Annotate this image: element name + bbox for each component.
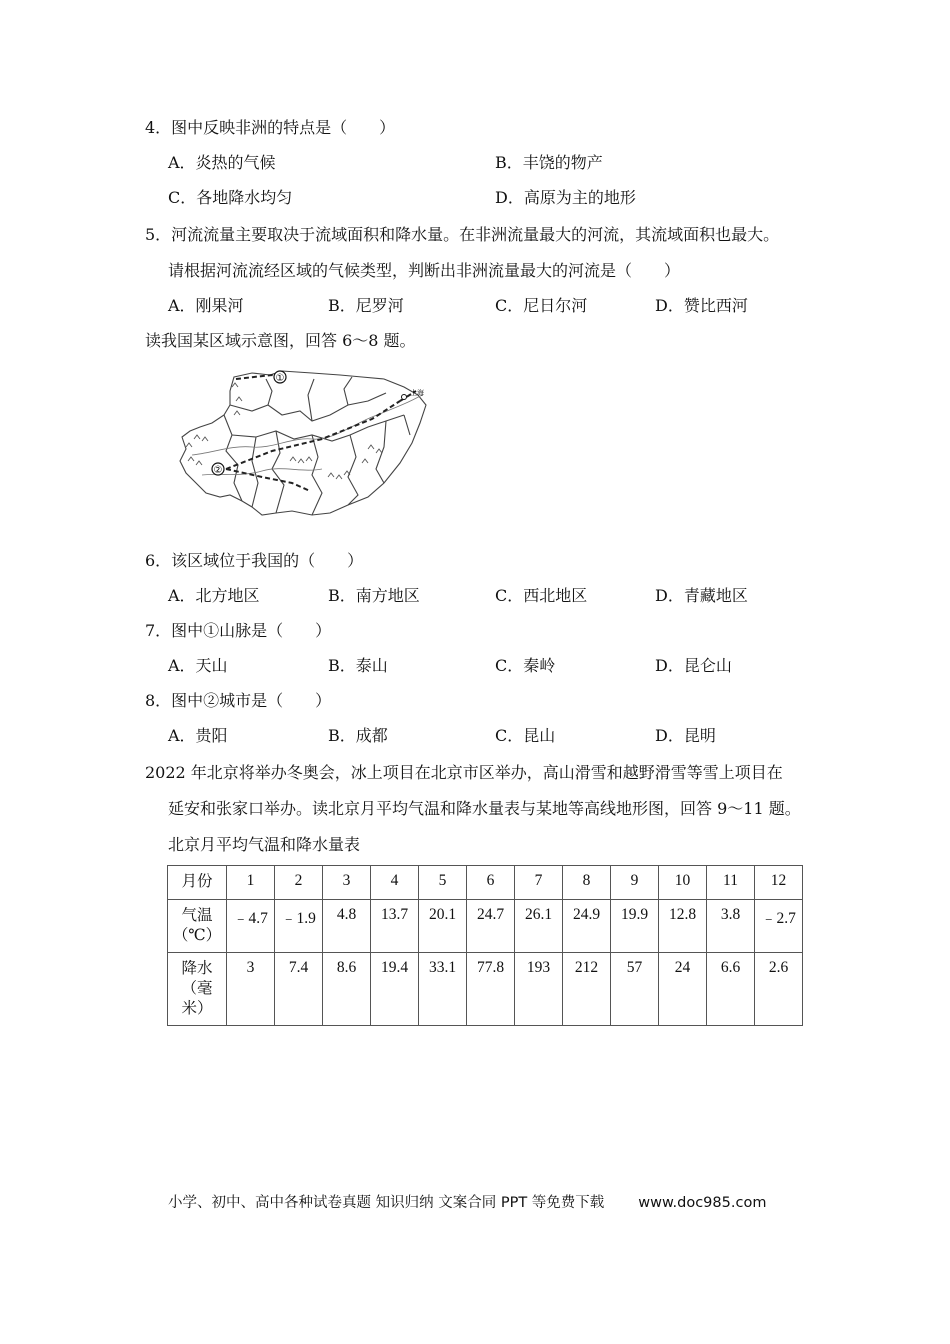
precipitation-cell: 2.6 (755, 953, 803, 1026)
month-cell: 12 (755, 866, 803, 900)
q6-stem: 6．该区域位于我国的（ ） (145, 551, 364, 570)
precipitation-cell: 3 (227, 953, 275, 1026)
temperature-cell: 13.7 (371, 900, 419, 953)
month-cell: 6 (467, 866, 515, 900)
q5-stem-line2: 请根据河流流经区域的气候类型，判断出非洲流量最大的河流是（ ） (168, 261, 681, 280)
q6-option-c: C．西北地区 (495, 586, 588, 605)
q5-option-b: B．尼罗河 (328, 296, 404, 315)
month-cell: 1 (227, 866, 275, 900)
railway-line-south (226, 469, 310, 491)
q8-option-b: B．成都 (328, 726, 388, 745)
temperature-cell: 12.8 (659, 900, 707, 953)
q5-option-d: D．赞比西河 (655, 296, 748, 315)
q4-option-b: B．丰饶的物产 (495, 153, 603, 172)
precipitation-cell: 6.6 (707, 953, 755, 1026)
precipitation-cell: 77.8 (467, 953, 515, 1026)
q7-stem: 7．图中①山脉是（ ） (145, 621, 332, 640)
month-cell: 11 (707, 866, 755, 900)
month-header: 月份 (168, 866, 227, 900)
precipitation-cell: 193 (515, 953, 563, 1026)
month-cell: 2 (275, 866, 323, 900)
month-cell: 4 (371, 866, 419, 900)
temperature-unit: （℃） (172, 927, 222, 944)
month-cell: 5 (419, 866, 467, 900)
q6-option-a: A．北方地区 (168, 586, 260, 605)
precipitation-unit-line2: 米） (181, 1000, 213, 1017)
temperature-cell: 20.1 (419, 900, 467, 953)
temperature-cell: ﹣4.7 (227, 900, 275, 953)
page-footer (168, 1191, 766, 1212)
temperature-cell: 4.8 (323, 900, 371, 953)
q8-option-d: D．昆明 (655, 726, 716, 745)
map-label-1: ① (275, 373, 285, 384)
intro-questions-6-8: 读我国某区域示意图，回答 6～8 题。 (145, 331, 416, 350)
q4-option-a: A．炎热的气候 (168, 153, 276, 172)
precipitation-cell: 212 (563, 953, 611, 1026)
beijing-climate-table (167, 865, 803, 1026)
temperature-cell: 26.1 (515, 900, 563, 953)
q8-option-c: C．昆山 (495, 726, 556, 745)
temperature-cell: 3.8 (707, 900, 755, 953)
q7-option-d: D．昆仑山 (655, 656, 732, 675)
footer-text: 小学、初中、高中各种试卷真题 知识归纳 文案合同 PPT 等免费下载 (168, 1195, 605, 1211)
map-label-shanghai: 上海 (410, 389, 424, 397)
month-cell: 7 (515, 866, 563, 900)
precipitation-cell: 8.6 (323, 953, 371, 1026)
map-label-2: ② (213, 465, 223, 476)
precipitation-cell: 19.4 (371, 953, 419, 1026)
q5-stem-line1: 5．河流流量主要取决于流域面积和降水量。在非洲流量最大的河流，其流域面积也最大。 (145, 225, 780, 244)
q7-option-c: C．秦岭 (495, 656, 556, 675)
intro-questions-9-11-line1: 2022 年北京将举办冬奥会，冰上项目在北京市区举办，高山滑雪和越野滑雪等雪上项目在 (145, 763, 783, 782)
table-title: 北京月平均气温和降水量表 (168, 835, 361, 854)
month-cell: 9 (611, 866, 659, 900)
precipitation-unit-line1: （毫 (181, 980, 213, 997)
table-row-months (168, 866, 803, 900)
table-row-precipitation (168, 953, 803, 1026)
precipitation-cell: 33.1 (419, 953, 467, 1026)
precipitation-cell: 57 (611, 953, 659, 1026)
temperature-cell: ﹣1.9 (275, 900, 323, 953)
temperature-cell: 24.7 (467, 900, 515, 953)
q8-option-a: A．贵阳 (168, 726, 228, 745)
intro-questions-9-11-line2: 延安和张家口举办。读北京月平均气温和降水量表与某地等高线地形图，回答 9～11 题。 (168, 799, 801, 818)
temperature-cell: 19.9 (611, 900, 659, 953)
precipitation-header (168, 953, 227, 1026)
temperature-header (168, 900, 227, 953)
temperature-cell: 24.9 (563, 900, 611, 953)
precipitation-cell: 24 (659, 953, 707, 1026)
q5-option-c: C．尼日尔河 (495, 296, 588, 315)
q4-stem: 4．图中反映非洲的特点是（ ） (145, 118, 396, 137)
q6-option-b: B．南方地区 (328, 586, 420, 605)
q6-option-d: D．青藏地区 (655, 586, 748, 605)
region-map (172, 365, 442, 525)
footer-url-link[interactable]: www.doc985.com (638, 1195, 767, 1211)
month-cell: 8 (563, 866, 611, 900)
table-row-temperature (168, 900, 803, 953)
temperature-cell: ﹣2.7 (755, 900, 803, 953)
q4-option-c: C．各地降水均匀 (168, 188, 293, 207)
month-cell: 3 (323, 866, 371, 900)
q4-option-d: D．高原为主的地形 (495, 188, 636, 207)
month-cell: 10 (659, 866, 707, 900)
q8-stem: 8．图中②城市是（ ） (145, 691, 332, 710)
q7-option-a: A．天山 (168, 656, 228, 675)
precipitation-cell: 7.4 (275, 953, 323, 1026)
precipitation-label: 降水 (181, 960, 213, 977)
q7-option-b: B．泰山 (328, 656, 388, 675)
q5-option-a: A．刚果河 (168, 296, 244, 315)
temperature-label: 气温 (181, 907, 213, 924)
